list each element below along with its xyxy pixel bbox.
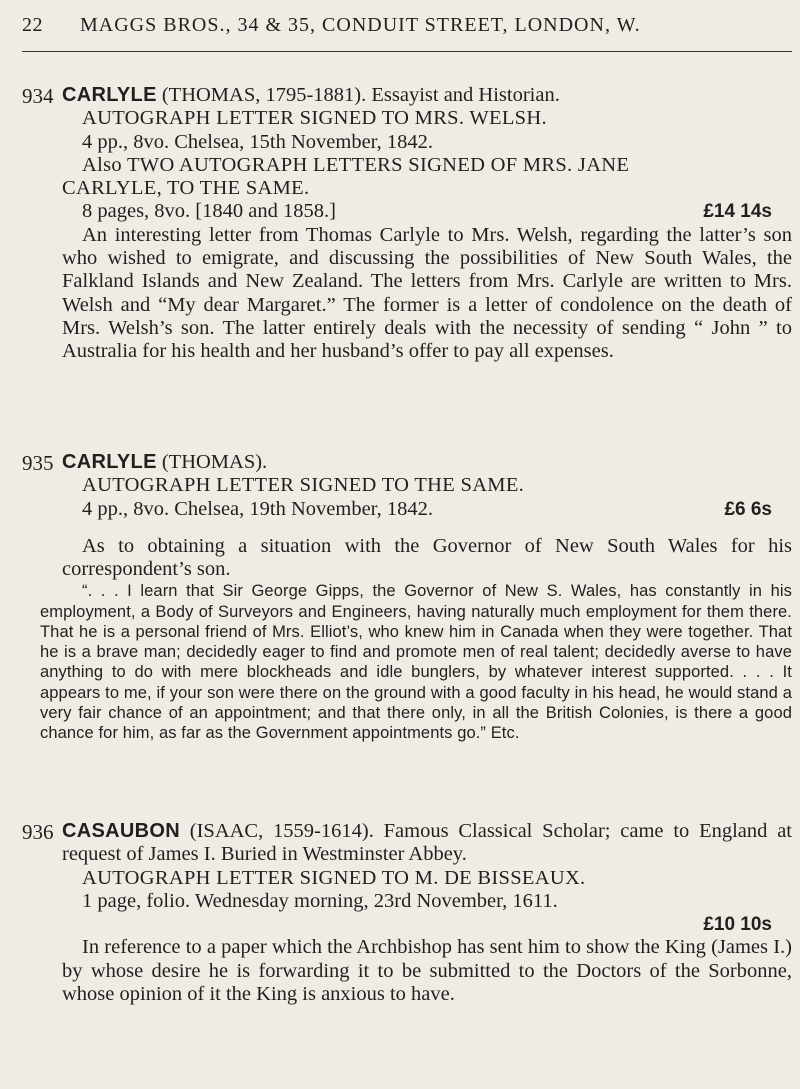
price-description: 8 pages, 8vo. [1840 and 1858.] — [82, 200, 336, 223]
author-details: (THOMAS, 1795-1881). Essayist and Historian. — [156, 84, 560, 106]
item-line: 4 pp., 8vo. Chelsea, 15th November, 1842. — [82, 130, 434, 153]
catalogue-entry-935 — [22, 451, 792, 743]
catalogue-entry-936 — [22, 820, 792, 1006]
letter-quotation: “. . . I learn that Sir George Gipps, the Governor of New S. Wales, has constantly in his employment, a Body of Surveyors and Engineers, having naturally much employment for them there. That he is a personal friend of Mrs. Elliot’s, who knew him in Canada when they were together. That he is a brave man; decidedly eager to find and promote men of real talent; decidedly averse to have anything to do with mere blockheads and idle bunglers, by whatever interest supported. . . . It appears to me, if your son were there on the ground with a good faculty in his head, he would stand a very fair chance of an appointment; and that there only, in all the British Colonies, is there a good chance for him, as far as the Government appointments go.” Etc. — [40, 582, 792, 742]
page-header — [22, 14, 792, 37]
entry-heading — [62, 451, 792, 474]
item-line: 1 page, folio. Wednesday morning, 23rd November, 1611. — [82, 889, 558, 912]
item-line: AUTOGRAPH LETTER SIGNED TO M. DE BISSEAUX. — [82, 866, 586, 889]
entry-description: An interesting letter from Thomas Carlyle to Mrs. Welsh, regarding the latter’s son who wished to emigrate, and discussing the possibilities of New South Wales, the Falkland Islands and New Zealand. The letters from Mrs. Carlyle are written to Mrs. Welsh and “My dear Margaret.” The former is a letter of condolence on the death of Mrs. Welsh’s son. The latter entirely deals with the necessity of sending “ John ” to Australia for his health and her husband’s offer to pay all expenses. — [62, 223, 792, 363]
author-details: (THOMAS). — [156, 451, 268, 473]
entry-description: As to obtaining a situation with the Governor of New South Wales for his correspondent’s son. — [62, 534, 792, 581]
catalogue-entry-934 — [22, 84, 792, 364]
entry-heading — [62, 820, 792, 867]
price-row — [62, 200, 792, 223]
price-description: 4 pp., 8vo. Chelsea, 19th November, 1842. — [82, 497, 434, 520]
lot-number: 934 — [22, 84, 54, 108]
header-rule — [22, 51, 792, 52]
lot-number: 936 — [22, 820, 54, 844]
price-row — [62, 913, 792, 936]
price: £6 6s — [724, 498, 772, 520]
item-line: Also TWO AUTOGRAPH LETTERS SIGNED OF MRS. JANE — [82, 153, 630, 176]
entry-heading — [62, 84, 792, 107]
price: £10 10s — [703, 914, 772, 936]
item-line: AUTOGRAPH LETTER SIGNED TO MRS. WELSH. — [82, 107, 547, 130]
entry-description: In reference to a paper which the Archbishop has sent him to show the King (James I.) by whose desire he is forwarding it to be submitted to the Doctors of the Sorbonne, whose opinion of it the King is anxious to have. — [62, 936, 792, 1006]
author-name: CASAUBON — [62, 820, 180, 842]
author-name: CARLYLE — [62, 451, 157, 473]
item-line: CARLYLE, TO THE SAME. — [62, 177, 310, 200]
lot-number: 935 — [22, 451, 54, 475]
author-details: (ISAAC, 1559-1614). Famous Classical Scholar; came to England at request of James I. Buried in Westminster Abbey. — [62, 820, 792, 866]
item-line: AUTOGRAPH LETTER SIGNED TO THE SAME. — [82, 474, 525, 497]
running-title: MAGGS BROS., 34 & 35, CONDUIT STREET, LONDON, W. — [80, 14, 641, 36]
price-row — [62, 498, 792, 521]
author-name: CARLYLE — [62, 84, 157, 106]
price: £14 14s — [703, 201, 772, 223]
page-number: 22 — [22, 14, 43, 36]
